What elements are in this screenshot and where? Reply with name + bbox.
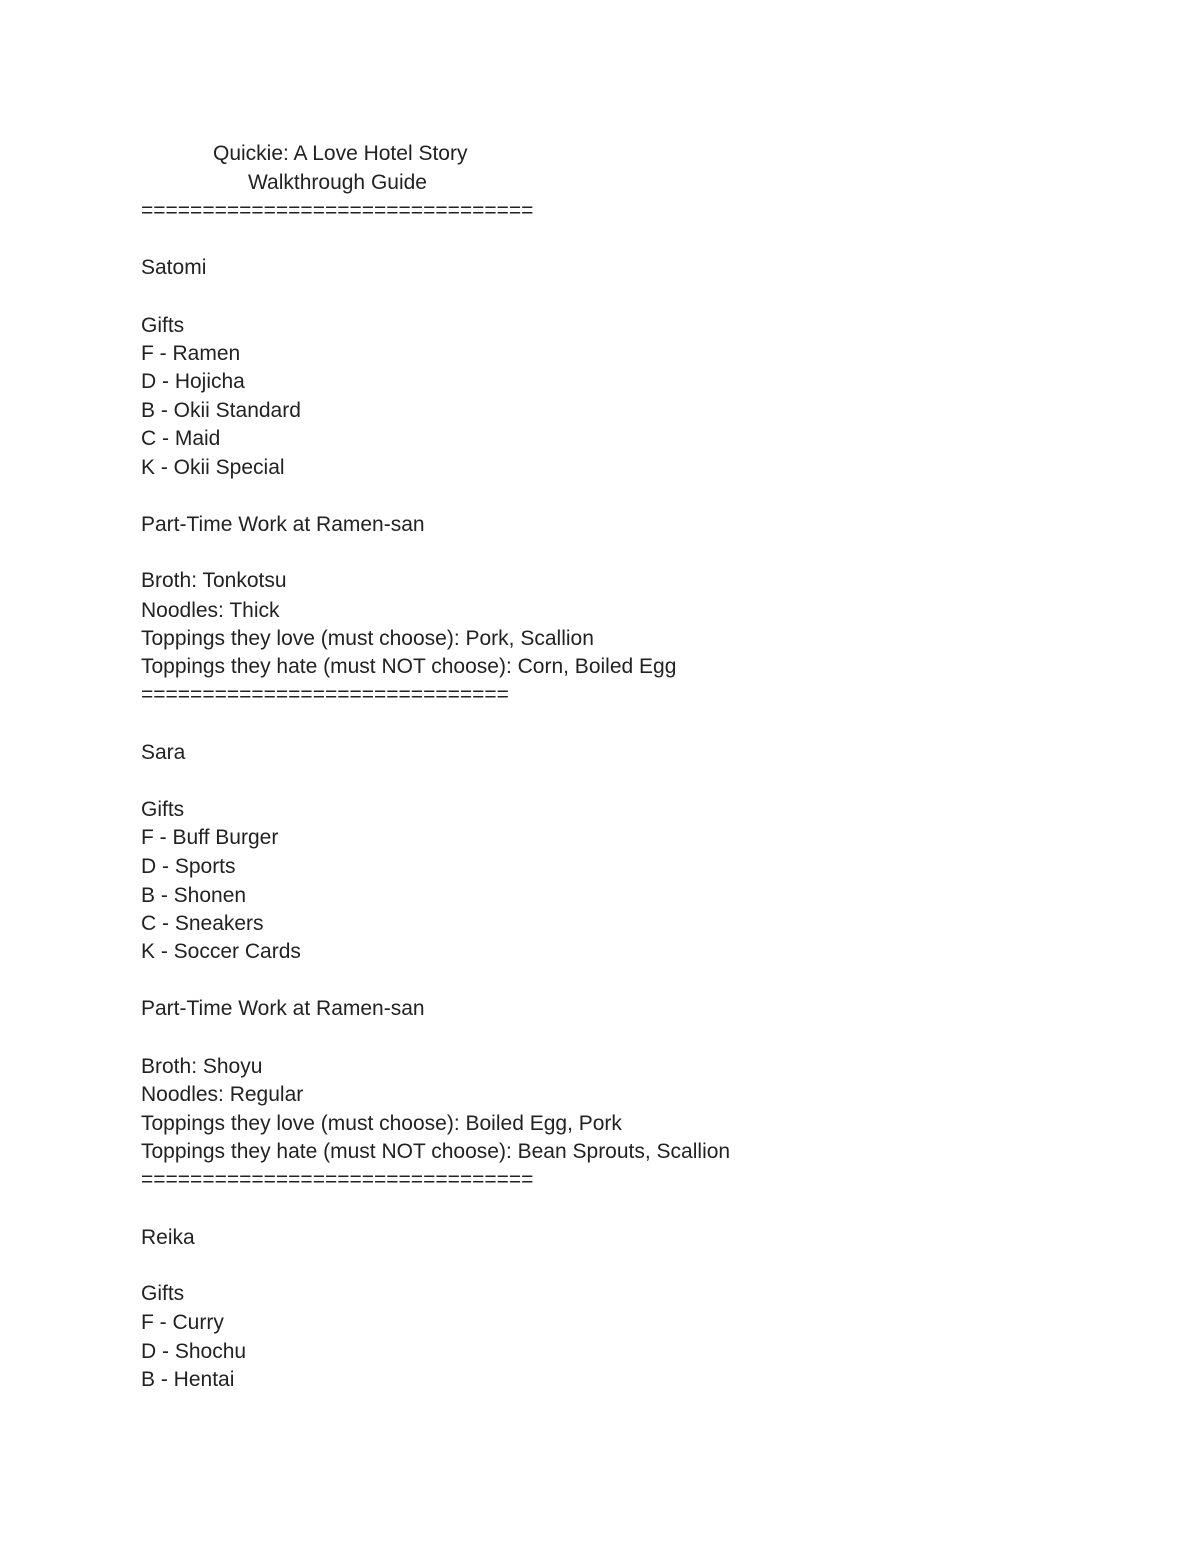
gift-item: B - Shonen [141,884,247,907]
toppings-love-line: Toppings they love (must choose): Boiled Egg, Pork [141,1112,622,1135]
character-name-reika: Reika [141,1226,195,1249]
toppings-love-line: Toppings they love (must choose): Pork, Scallion [141,627,594,650]
gift-item: D - Shochu [141,1340,247,1363]
work-heading: Part-Time Work at Ramen-san [141,997,425,1020]
work-heading: Part-Time Work at Ramen-san [141,513,425,536]
separator: ============================== [141,683,509,706]
gift-item: C - Sneakers [141,912,264,935]
broth-line: Broth: Shoyu [141,1055,263,1078]
document-title: Quickie: A Love Hotel Story [213,142,468,165]
gift-item: C - Maid [141,427,221,450]
toppings-hate-line: Toppings they hate (must NOT choose): Bean Sprouts, Scallion [141,1140,731,1163]
noodles-line: Noodles: Regular [141,1083,304,1106]
character-name-satomi: Satomi [141,256,207,279]
gift-item: F - Buff Burger [141,826,279,849]
toppings-hate-line: Toppings they hate (must NOT choose): Corn, Boiled Egg [141,655,677,678]
gift-item: B - Hentai [141,1368,235,1391]
gift-item: F - Curry [141,1311,224,1334]
broth-line: Broth: Tonkotsu [141,569,287,592]
gifts-heading: Gifts [141,798,185,821]
gift-item: D - Hojicha [141,370,245,393]
document-subtitle: Walkthrough Guide [248,171,427,194]
gift-item: F - Ramen [141,342,241,365]
gift-item: K - Okii Special [141,456,285,479]
separator: ================================ [141,199,534,222]
gift-item: B - Okii Standard [141,399,301,422]
gifts-heading: Gifts [141,1282,185,1305]
gift-item: K - Soccer Cards [141,940,301,963]
gifts-heading: Gifts [141,314,185,337]
separator: ================================ [141,1168,534,1191]
noodles-line: Noodles: Thick [141,599,280,622]
character-name-sara: Sara [141,741,186,764]
gift-item: D - Sports [141,855,236,878]
